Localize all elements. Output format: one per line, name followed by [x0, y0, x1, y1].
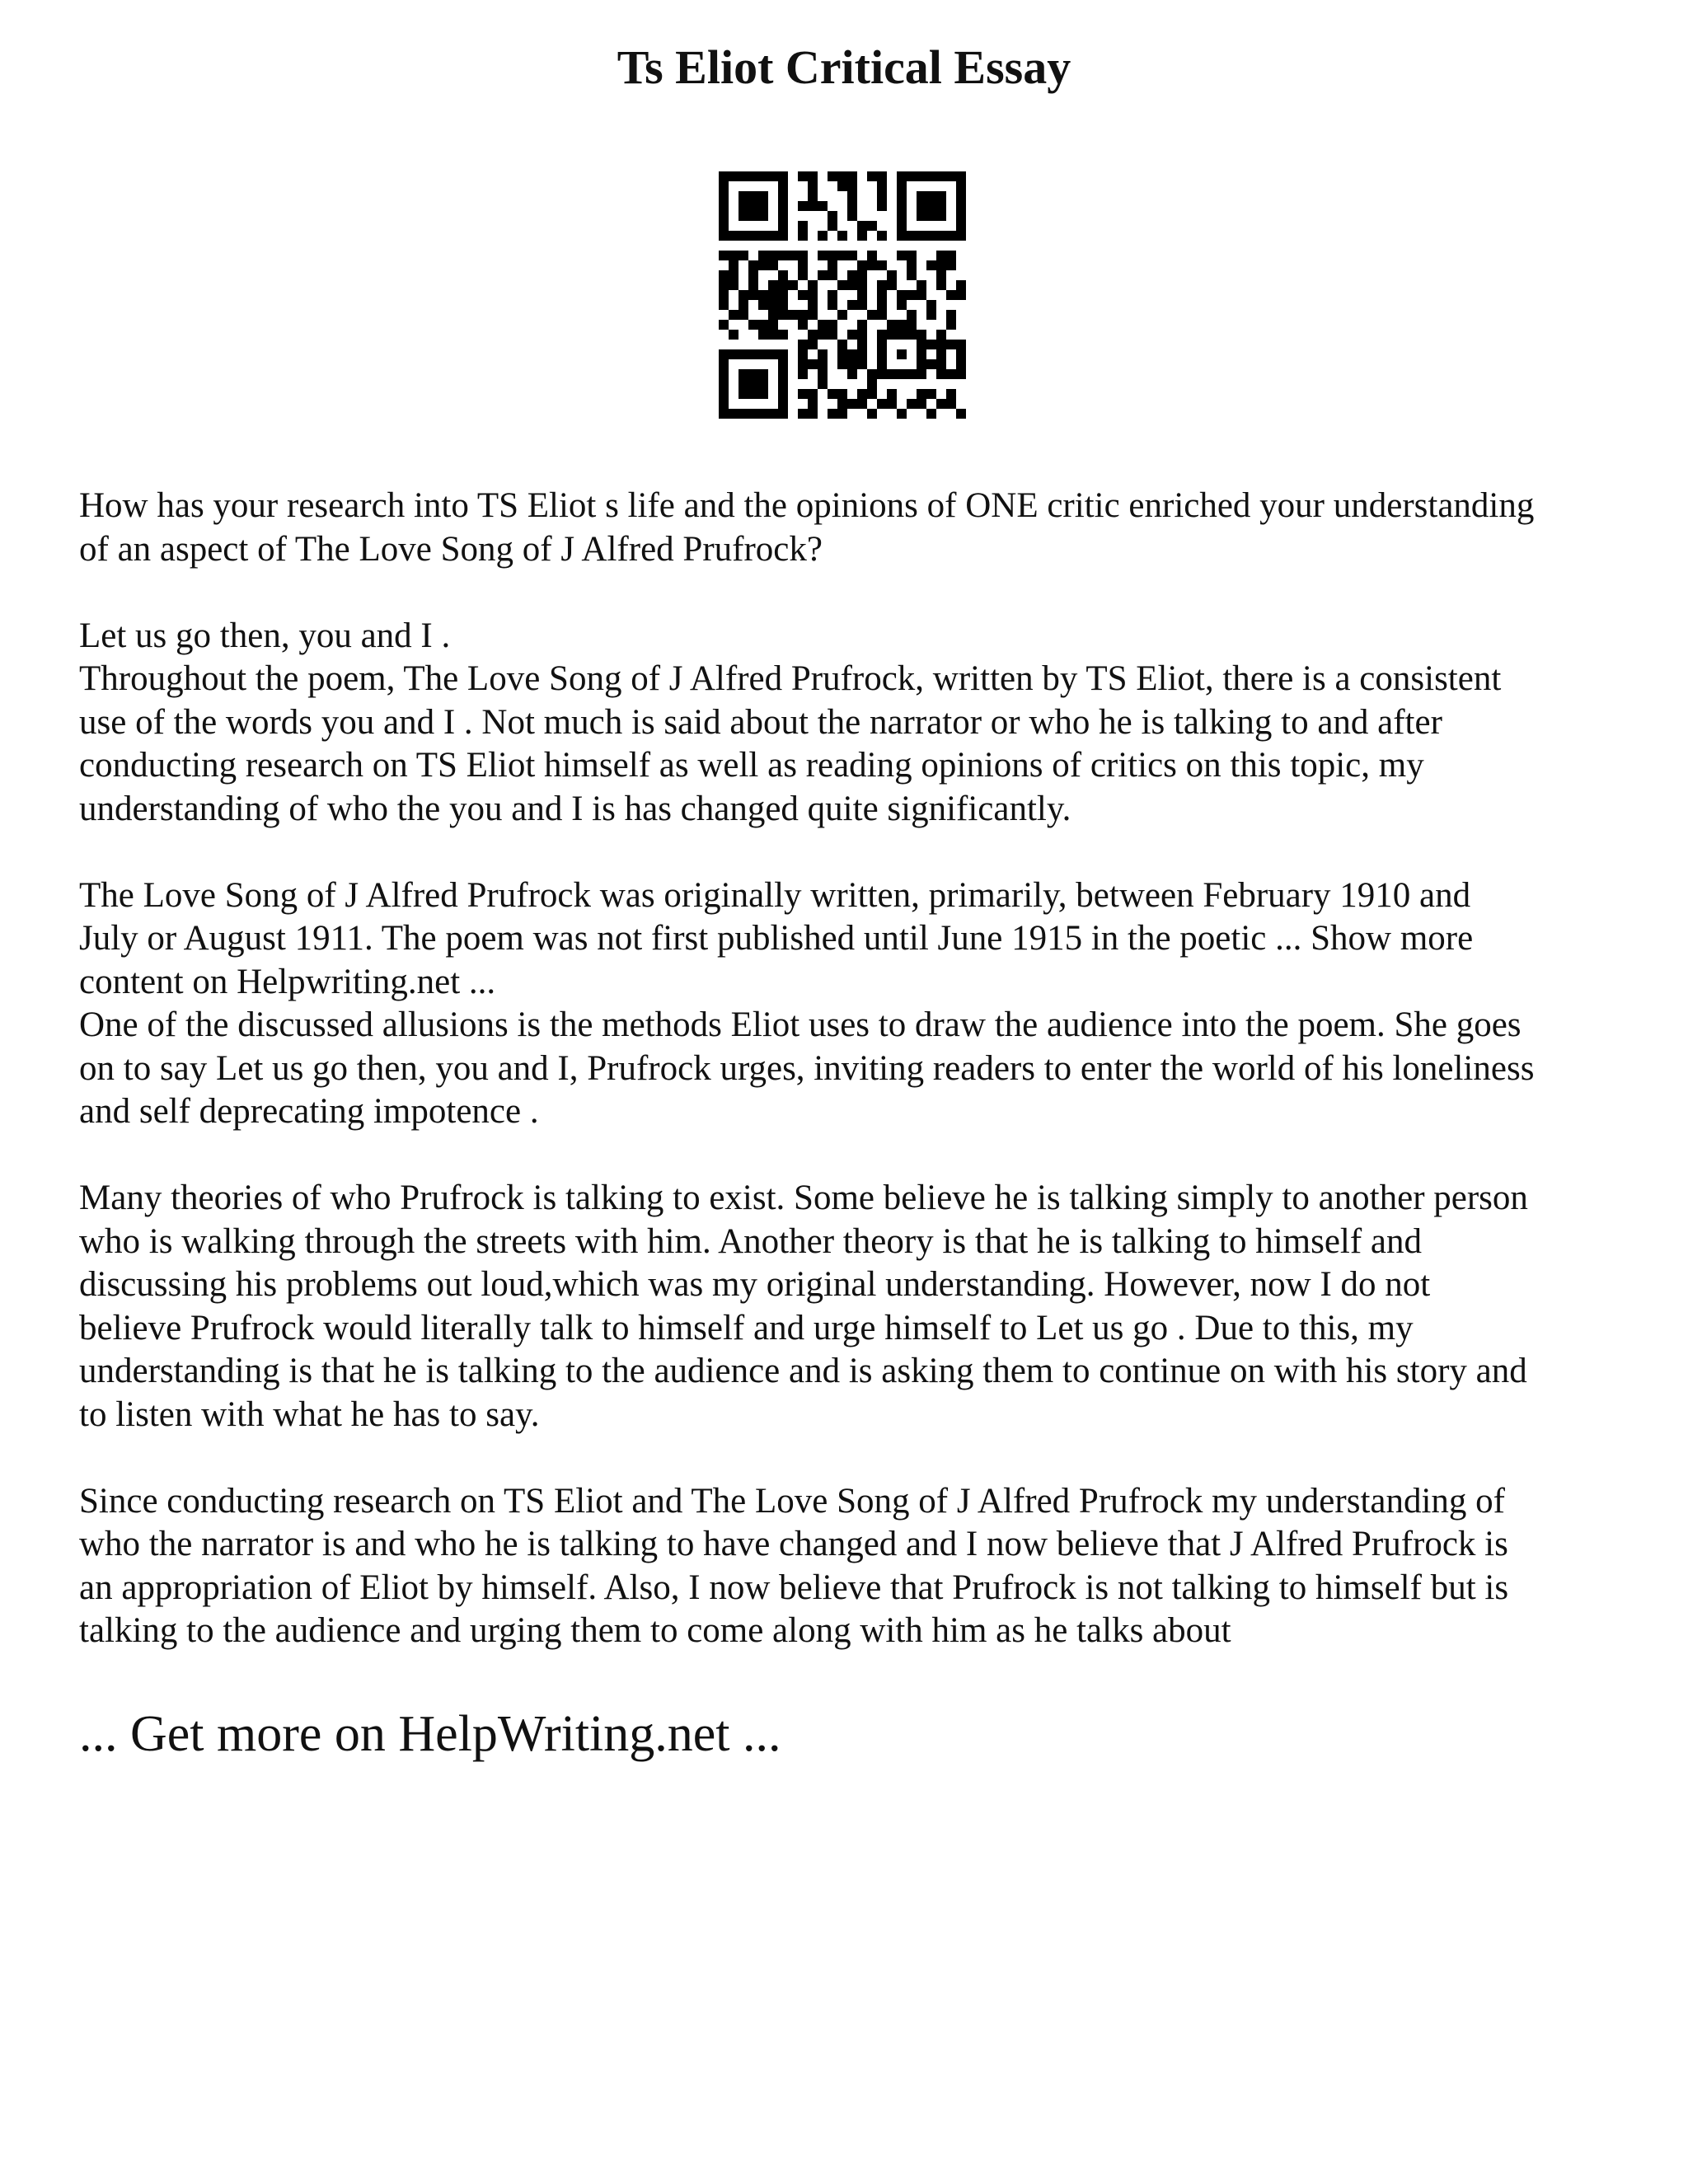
get-more-link[interactable]: ... Get more on HelpWriting.net ... [79, 1706, 781, 1762]
essay-paragraph-intro: Let us go then, you and I . Throughout the poem, The Love Song of J Alfred Prufrock, written by TS Eliot, there is a consistent use of the words you and I . Not much is said about the narrator or who he is talking to and after conducting research on TS Eliot himself as well as reading opinions of critics on this topic, my understanding of who the you and I is has changed quite significantly. [79, 616, 1502, 828]
page-title: Ts Eliot Critical Essay [617, 40, 1071, 94]
essay-paragraph-theories: Many theories of who Prufrock is talking to exist. Some believe he is talking simply to another person who is walking through the streets with him. Another theory is that he is talking to himself and discussing his problems out loud,which was my original understanding. However, now I do not believe Prufrock would literally talk to himself and urge himself to Let us go . Due to this, my understanding is that he is talking to the audience and is asking them to continue on with his story and to listen with what he has to say. [79, 1179, 1528, 1434]
essay-paragraph-question: How has your research into TS Eliot s life and the opinions of ONE critic enriched your understanding of an aspect of The Love Song of J Alfred Prufrock? [79, 486, 1535, 569]
essay-paragraph-history: The Love Song of J Alfred Prufrock was originally written, primarily, between February 1910 and July or August 1911. The poem was not first published until June 1915 in the poetic ... Show more content on Helpwriting.net ... One of the discussed allusions is the methods Eliot uses to draw the audience into the poem. She goes on to say Let us go then, you and I, Prufrock urges, inviting readers to enter the world of his loneliness and self deprecating impotence . [79, 875, 1535, 1131]
essay-paragraph-conclusion: Since conducting research on TS Eliot and The Love Song of J Alfred Prufrock my understanding of who the narrator is and who he is talking to have changed and I now believe that J Alfred Prufrock is an appropriation of Eliot by himself. Also, I now believe that Prufrock is not talking to himself but is talking to the audience and urging them to come along with him as he talks about [79, 1481, 1509, 1650]
qr-code-icon [719, 171, 966, 419]
essay-body [79, 485, 1629, 1653]
